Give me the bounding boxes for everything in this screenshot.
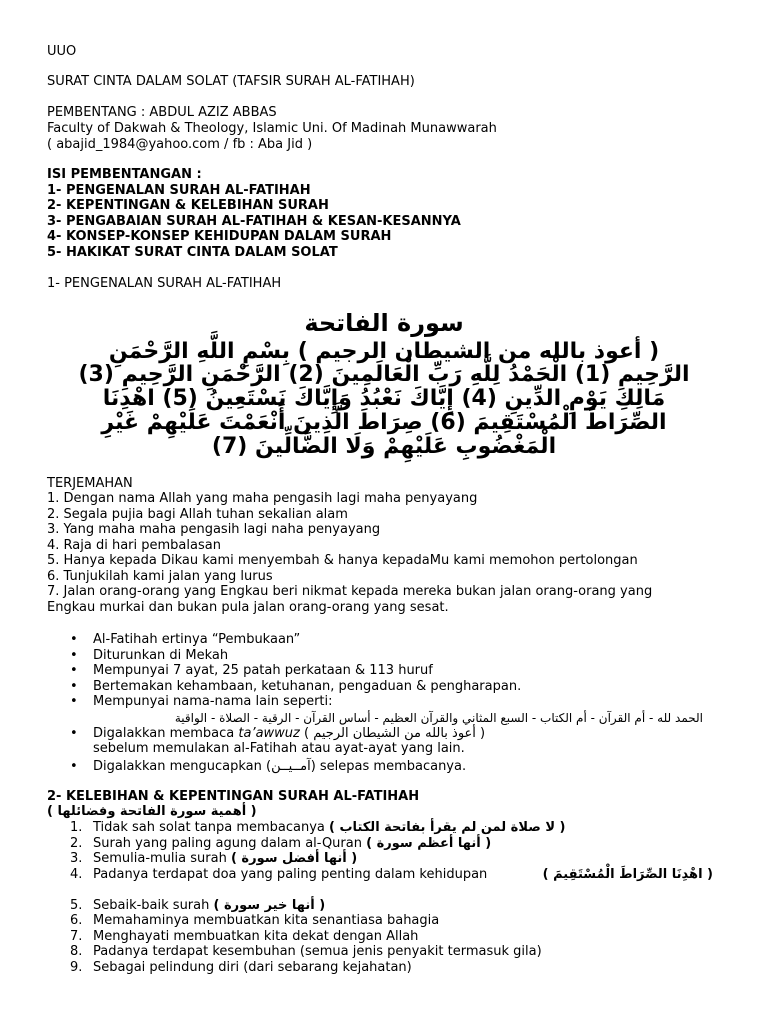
translation-line: 2. Segala pujia bagi Allah tuhan sekalian alam xyxy=(47,507,348,522)
list-item: Menghayati membuatkan kita dekat dengan Allah xyxy=(93,929,419,944)
contents-heading: ISI PEMBENTANGAN : xyxy=(47,167,202,182)
amin-post: ) selepas membacanya. xyxy=(310,759,467,774)
bullet-dot: • xyxy=(70,679,78,694)
list-item: Padanya terdapat doa yang paling penting dalam kehidupan xyxy=(93,867,488,882)
bullet-dot: • xyxy=(70,663,78,678)
bullet-continuation: sebelum memulakan al-Fatihah atau ayat-ayat yang lain. xyxy=(93,741,465,756)
section1-heading: 1- PENGENALAN SURAH AL-FATIHAH xyxy=(47,276,282,291)
list-item: Semulia-mulia surah ( أنها أفضل سورة ) xyxy=(93,851,358,866)
list-item: Padanya terdapat kesembuhan (semua jenis penyakit termasuk gila) xyxy=(93,944,542,959)
bullet-dot: • xyxy=(70,759,78,774)
taawwuz-arabic: ( أعوذ بالله من الشيطان الرجيم ) xyxy=(304,726,486,741)
list-item: Memahaminya membuatkan kita senantiasa bahagia xyxy=(93,913,440,928)
list-item-arabic: ( أنها خير سورة ) xyxy=(213,898,326,913)
amin-arabic: آمــيــن xyxy=(271,759,311,774)
amin-pre: Digalakkan mengucapkan ( xyxy=(93,759,272,774)
contents-item: 4- KONSEP-KONSEP KEHIDUPAN DALAM SURAH xyxy=(47,229,392,244)
list-item: Sebaik-baik surah ( أنها خير سورة ) xyxy=(93,898,326,913)
taawwuz-text: Digalakkan membaca xyxy=(93,726,239,741)
contact-line: ( abajid_1984@yahoo.com / fb : Aba Jid ) xyxy=(47,137,313,152)
doc-code: UUO xyxy=(47,44,77,59)
translation-line: 6. Tunjukilah kami jalan yang lurus xyxy=(47,569,273,584)
surah-verse-line: مَالِكِ يَوْمِ الدِّينِ (4) إِيَّاكَ نَعْبُدُ وَإِيَّاكَ نَسْتَعِينُ (5) اهْدِنَا xyxy=(102,386,666,411)
list-number: 6. xyxy=(70,913,83,928)
list-number: 8. xyxy=(70,944,83,959)
bullet-text: Bertemakan kehambaan, ketuhanan, pengaduan & pengharapan. xyxy=(93,679,522,694)
faculty-line: Faculty of Dakwah & Theology, Islamic Uni. Of Madinah Munawwarah xyxy=(47,121,497,136)
list-number: 7. xyxy=(70,929,83,944)
alternate-names-arabic: الحمد لله - أم القرآن - أم الكتاب - السبع المثاني والقرآن العظيم - أساس القرآن - الرقية - الصلاة - الواقية xyxy=(174,711,703,725)
contents-item: 2- KEPENTINGAN & KELEBIHAN SURAH xyxy=(47,198,329,213)
bullet-dot: • xyxy=(70,648,78,663)
contents-item: 1- PENGENALAN SURAH AL-FATIHAH xyxy=(47,183,311,198)
bullet-text xyxy=(93,726,485,741)
bullet-text: Mempunyai 7 ayat, 25 patah perkataan & 113 huruf xyxy=(93,663,433,678)
doc-title: SURAT CINTA DALAM SOLAT (TAFSIR SURAH AL-FATIHAH) xyxy=(47,74,415,89)
section2-heading: 2- KELEBIHAN & KEPENTINGAN SURAH AL-FATIHAH xyxy=(47,789,420,804)
list-item: Tidak sah solat tanpa membacanya ( لا صلاة لمن لم يقرأ بفاتحة الكتاب ) xyxy=(93,820,566,835)
list-number: 1. xyxy=(70,820,83,835)
surah-verse-line: الصِّرَاطَ الْمُسْتَقِيمَ (6) صِرَاطَ الَّذِينَ أَنْعَمْتَ عَلَيْهِمْ غَيْرِ xyxy=(101,410,667,435)
contents-item: 3- PENGABAIAN SURAH AL-FATIHAH & KESAN-KESANNYA xyxy=(47,214,461,229)
list-number: 9. xyxy=(70,960,83,975)
list-number: 3. xyxy=(70,851,83,866)
list-item-arabic: ( أنها أعظم سورة ) xyxy=(366,836,492,851)
translation-line: 4. Raja di hari pembalasan xyxy=(47,538,221,553)
bullet-text xyxy=(93,759,466,774)
surah-verse-line: ( أعوذ بالله من الشيطان الرجيم ) بِسْمِ اللَّهِ الرَّحْمَنِ xyxy=(108,339,660,364)
list-number: 2. xyxy=(70,836,83,851)
bullet-text: Diturunkan di Mekah xyxy=(93,648,229,663)
list-item-arabic: ( اهْدِنَا الصِّرَاطَ الْمُسْتَقِيمَ ) xyxy=(542,867,713,882)
list-item: Surah yang paling agung dalam al-Quran ( أنها أعظم سورة ) xyxy=(93,836,492,851)
list-item-arabic: ( أنها أفضل سورة ) xyxy=(230,851,358,866)
bullet-dot: • xyxy=(70,694,78,709)
translation-line: 3. Yang maha maha pengasih lagi naha penyayang xyxy=(47,522,381,537)
presenter-line: PEMBENTANG : ABDUL AZIZ ABBAS xyxy=(47,105,277,120)
surah-verse-line: الْمَغْضُوبِ عَلَيْهِمْ وَلَا الضَّالِّينَ (7) xyxy=(211,434,557,459)
list-item-arabic: ( لا صلاة لمن لم يقرأ بفاتحة الكتاب ) xyxy=(329,820,566,835)
bullet-text: Al-Fatihah ertinya “Pembukaan” xyxy=(93,632,301,647)
list-number: 5. xyxy=(70,898,83,913)
translation-line: 1. Dengan nama Allah yang maha pengasih lagi maha penyayang xyxy=(47,491,478,506)
surah-verse-line: الرَّحِيمِ (1) الْحَمْدُ لِلَّهِ رَبِّ الْعَالَمِينَ (2) الرَّحْمَنِ الرَّحِيمِ (3) xyxy=(78,362,690,387)
surah-title-arabic: سورة الفاتحة xyxy=(304,309,464,337)
translation-heading: TERJEMAHAN xyxy=(47,476,133,491)
translation-line: 7. Jalan orang-orang yang Engkau beri nikmat kepada mereka bukan jalan orang-orang yang xyxy=(47,584,653,599)
list-number: 4. xyxy=(70,867,83,882)
taawwuz-italic: ta’awwuz xyxy=(238,726,300,741)
section2-subheading-arabic: ( أهمية سورة الفاتحة وفضائلها ) xyxy=(47,804,257,819)
bullet-text: Mempunyai nama-nama lain seperti: xyxy=(93,694,333,709)
bullet-dot: • xyxy=(70,726,78,741)
translation-line: 5. Hanya kepada Dikau kami menyembah & hanya kepadaMu kami memohon pertolongan xyxy=(47,553,638,568)
translation-line: Engkau murkai dan bukan pula jalan orang-orang yang sesat. xyxy=(47,600,449,615)
bullet-dot: • xyxy=(70,632,78,647)
list-item: Sebagai pelindung diri (dari sebarang kejahatan) xyxy=(93,960,412,975)
contents-item: 5- HAKIKAT SURAT CINTA DALAM SOLAT xyxy=(47,245,338,260)
